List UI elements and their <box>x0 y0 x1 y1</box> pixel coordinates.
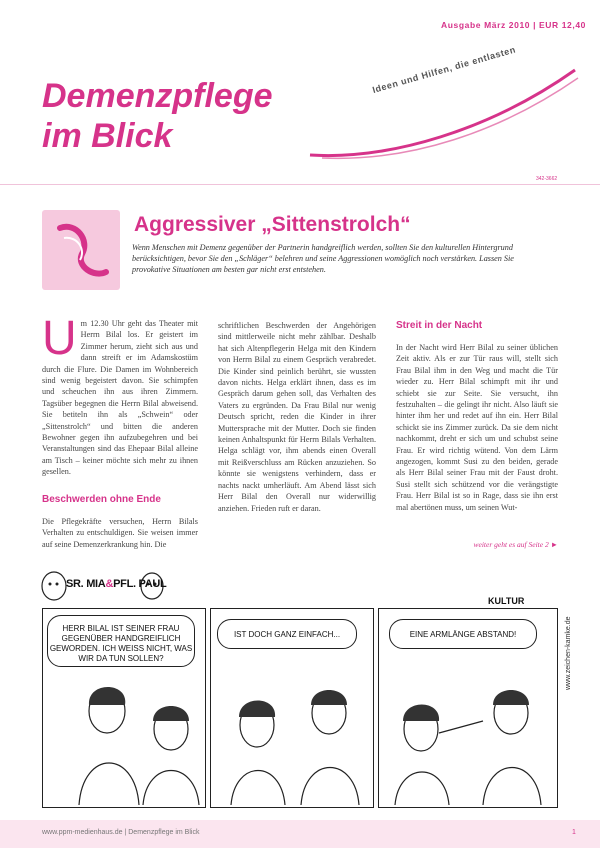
article-logo <box>42 210 120 290</box>
footer-text[interactable]: www.ppm-medienhaus.de | Demenzpflege im Blick <box>42 829 200 836</box>
comic-logo: SR. MIA&PFL. PAUL <box>40 568 164 604</box>
newsletter-title: Demenzpflege im Blick <box>42 77 273 155</box>
comic-figures-3 <box>379 609 557 807</box>
speech-bubble-1: HERR BILAL IST SEINER FRAU GEGENÜBER HANDGREIFLICH GEWORDEN. ICH WEISS NICHT, WAS WIR DA TUN SOLLEN? <box>47 615 195 667</box>
article-title: Aggressiver „Sittenstrolch“ <box>134 213 411 236</box>
dropcap: U <box>42 312 77 365</box>
comic-figures-1 <box>43 609 205 807</box>
continue-link[interactable]: weiter geht es auf Seite 2 ► <box>473 540 558 549</box>
subheading-1: Beschwerden ohne Ende <box>42 494 161 505</box>
issue-line: Ausgabe März 2010 | EUR 12,40 <box>441 20 586 30</box>
comic-panel-1 <box>42 608 206 808</box>
column-2: schriftlichen Beschwerden der Angehörigen sind mittlerweile nicht mehr zählbar. Deshalb hat sich Altenpflegerin Helga mit den Kindern von Herrn Bilal zu einem Gespräch verabredet. Die Kinder sind peinlich berührt, sie wussten davon nichts. Helga erklärt ihnen, dass es im Gespräch darum gehen soll, das Verhalten des Vaters zu ergründen. Da Frau Bilal nur wenig Deutsch spricht, reden die Kinder in ihrer Muttersprache mit der Mutter. Doch sie finden keinen Anhaltspunkt für Herrn Bilals Verhalten. Helga schlägt vor, ihm abends einen Overall mit Reißverschluss am Rücken anzuziehen. So könnte sie wenigstens verhindern, dass er nachts nackt umherläuft. Am Abend lässt sich Herr Bilal den Overall nur widerwillig anziehen. Frieden ruft er daran. <box>218 321 376 513</box>
col1-paragraph-2: Die Pflegekräfte versuchen, Herrn Bilals Verhalten zu entschuldigen. Sie weisen immer auf seine Demenzerkrankung hin. Die <box>42 517 198 549</box>
page-number: 1 <box>572 829 576 836</box>
subheading-2: Streit in der Nacht <box>396 320 483 331</box>
col1-paragraph-1: m 12.30 Uhr geht das Theater mit Herrn Bilal los. Er geistert im Zimmer herum, zieht sich aus und dann streift er im Adamskostüm durch die Flure. Die Damen im Wohnbereich sind wenig begeistert davon. Sie schimpfen und scheuchen ihn aus ihren Zimmern. Tagsüber begegnen die Herrn Bilal abweisend. Sie betiteln ihn als „Schwein“ oder „Sittenstrolch“ und bitten die anderen Bewohner gegen ihn aufzubegehren und bei Veranstaltungen sind das Ehepaar Bilal alleine am Tisch – keiner möchte sich mehr zu ihnen gesellen. <box>42 319 198 477</box>
comic-credit: www.zeichen-kamke.de <box>565 616 572 690</box>
comic-figures-2 <box>211 609 373 807</box>
article-intro: Wenn Menschen mit Demenz gegenüber der Partnerin handgreiflich werden, sollten Sie den kulturellen Hintergrund berücksichtigen, bevor Sie den „Schläger“ belehren und seine Aggressionen womöglich noch verstärken. Lassen Sie provokative Situationen am besten gar nicht erst entstehen. <box>132 243 514 274</box>
issue-code: 342-3662 <box>536 176 558 182</box>
comic-label: KULTUR <box>488 596 525 606</box>
tagline: Ideen und Hilfen, die entlasten <box>371 44 517 95</box>
column-3: In der Nacht wird Herr Bilal zu seiner üblichen Zeit aktiv. Als er zur Tür raus will, stellt sich Frau Bilal ihm in den Weg und macht die Tür wieder zu. Herr Bilal schimpft mit ihr und schiebt sie zur Seite. Sie versucht, ihn festzuhalten – die gelingt ihr nicht. Also läuft sie hinter ihm her und redet auf ihn ein. Herr Bilal schickt sie ins Zimmer zurück. Da sie dem nicht nachkommt, dreht er sich um und schubst seine Frau. Er wird richtig wütend. Von dem Lärm angezogen, kommt Susi zu den beiden, gerade als Herr Bilal seiner Frau mit der Faust droht. Susi stellt sich schützend vor die verängstigte Frau. Herr Bilal ist so in Rage, dass sie ihn erst mal abertönen muss, um seinen Wut- <box>396 343 558 512</box>
swoosh-graphic <box>300 60 590 170</box>
speech-bubble-2: IST DOCH GANZ EINFACH... <box>217 619 357 649</box>
speech-bubble-3: EINE ARMLÄNGE ABSTAND! <box>389 619 537 649</box>
comic-panel-2 <box>210 608 374 808</box>
ribbon-icon <box>42 210 120 290</box>
comic-panel-3 <box>378 608 558 808</box>
column-1 <box>42 312 198 478</box>
divider <box>0 184 600 185</box>
